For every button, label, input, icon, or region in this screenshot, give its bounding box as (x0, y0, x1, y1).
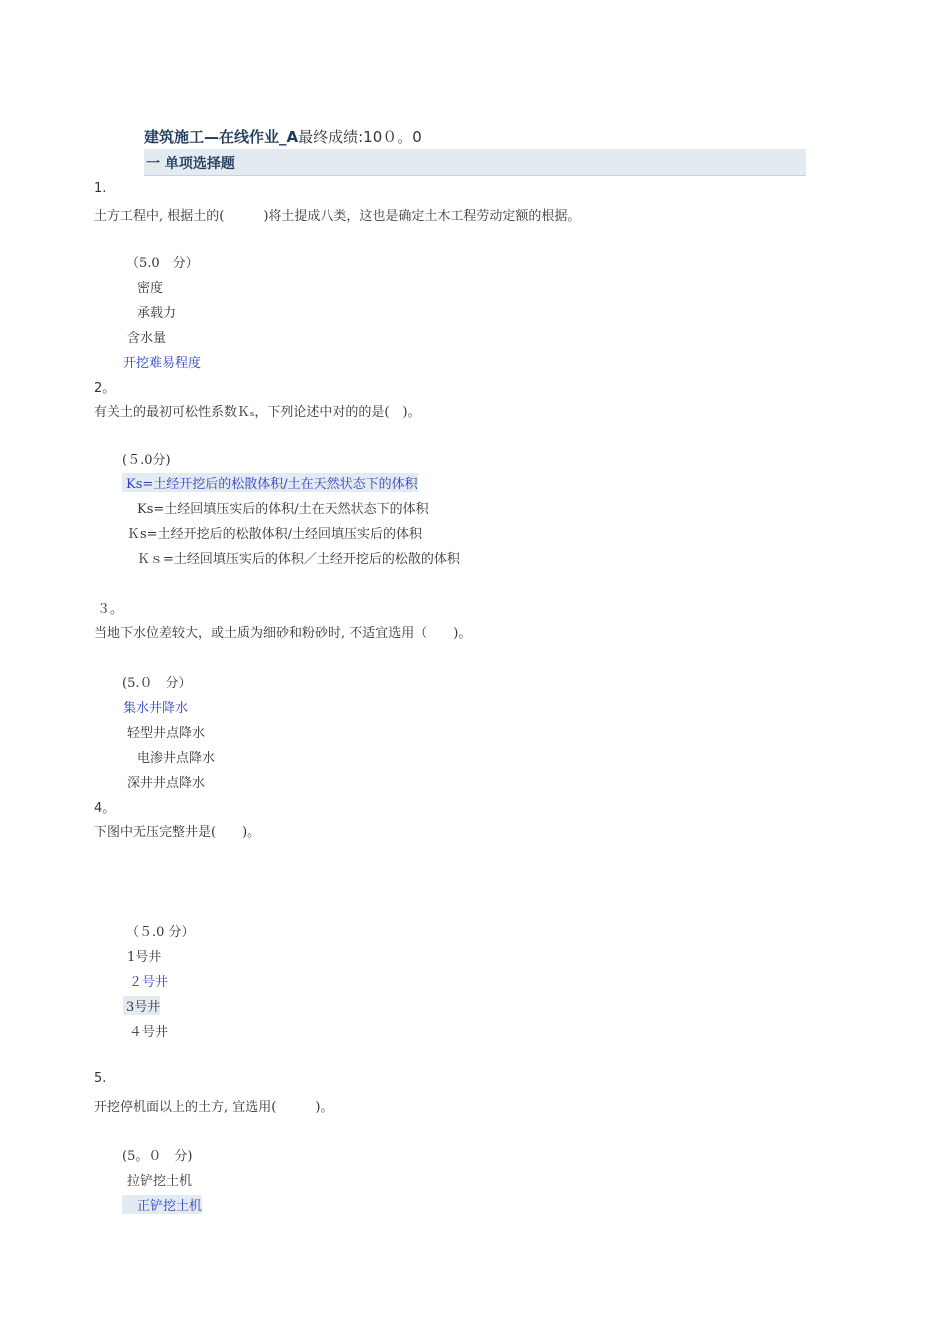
question-text: 当地下水位差较大，或土质为细砂和粉砂时, 不适宜选用（ )。 (94, 626, 472, 641)
assignment-title: 建筑施工—在线作业_A (144, 128, 299, 146)
answer-option[interactable]: 承载力 (137, 306, 177, 321)
answer-option[interactable]: 含水量 (127, 331, 167, 346)
answer-option[interactable]: Ｋs=土经开挖后的松散体积/土经回填压实后的体积 (127, 527, 422, 542)
question-text: 开挖停机面以上的土方, 宜选用( )。 (94, 1100, 334, 1115)
answer-option[interactable]: ４号井 (129, 1025, 169, 1040)
question-number: ３。 (97, 602, 124, 617)
question-score: (5。０ 分) (122, 1149, 193, 1164)
answer-option-selected[interactable]: 开挖难易程度 (123, 356, 202, 371)
answer-option[interactable]: 1号井 (127, 950, 162, 965)
answer-option-selected[interactable]: ２号井 (129, 975, 169, 990)
page-title (144, 126, 422, 147)
question-number: 1. (94, 181, 107, 196)
section-title: 一 单项选择题 (146, 156, 235, 172)
section-header (144, 149, 806, 176)
answer-option-selected[interactable]: Ks=土经开挖后的松散体积/土在天然状态下的体积 (122, 473, 418, 492)
answer-option[interactable]: Ｋｓ=土经回填压实后的体积／土经开挖后的松散的体积 (137, 552, 460, 567)
answer-option[interactable]: 3号井 (123, 996, 160, 1015)
answer-option[interactable]: 电渗井点降水 (137, 751, 216, 766)
question-text: 土方工程中, 根据土的( )将土提成八类，这也是确定土木工程劳动定额的根据。 (94, 209, 581, 224)
question-number: 5. (94, 1071, 107, 1086)
question-text: 下图中无压完整井是( )。 (94, 825, 261, 840)
answer-option[interactable]: Ks=土经回填压实后的体积/土在天然状态下的体积 (137, 502, 429, 517)
answer-option-selected[interactable]: 集水井降水 (123, 701, 189, 716)
question-score: (５.0分) (122, 453, 171, 468)
question-number: 4。 (94, 801, 116, 816)
answer-option[interactable]: 深井井点降水 (127, 776, 206, 791)
question-text: 有关土的最初可松性系数Ｋₛ，下列论述中对的的是( )。 (94, 405, 421, 420)
answer-option-selected[interactable]: 正铲挖土机 (122, 1195, 202, 1214)
question-score: (5.０ 分） (122, 676, 192, 691)
question-score: （５.0 分） (126, 925, 195, 940)
final-score: 最终成绩:10０。0 (298, 128, 422, 146)
answer-option[interactable]: 轻型井点降水 (127, 726, 206, 741)
answer-option[interactable]: 密度 (137, 281, 164, 296)
question-number: 2。 (94, 381, 116, 396)
question-score: （5.0 分） (126, 256, 199, 271)
answer-option[interactable]: 拉铲挖土机 (127, 1174, 193, 1189)
